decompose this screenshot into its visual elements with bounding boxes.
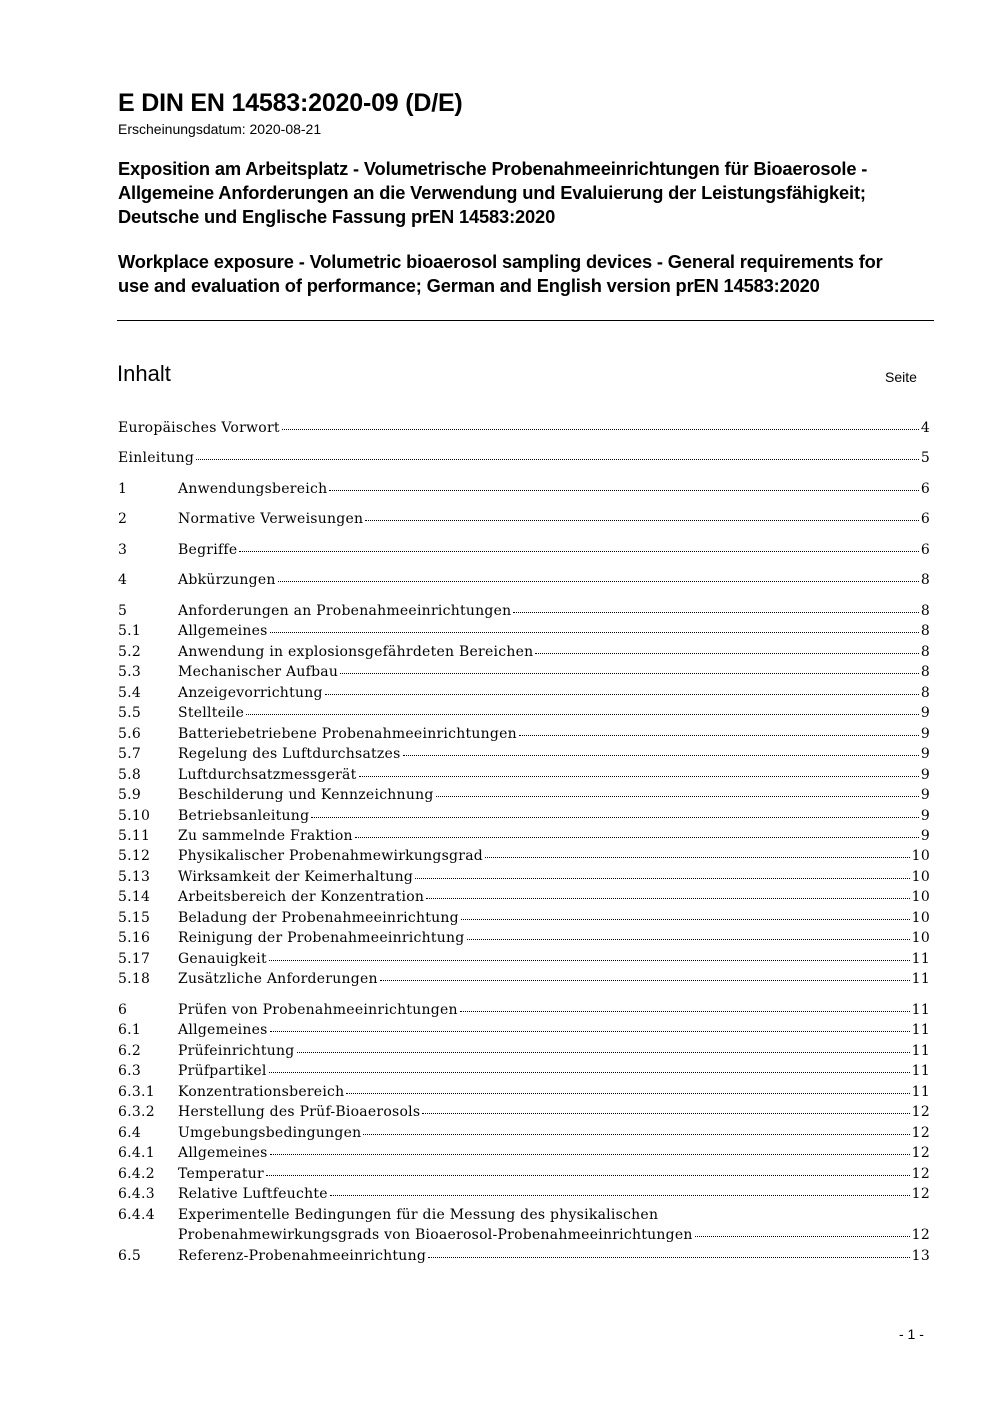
toc-entry-number: 2 xyxy=(118,511,128,527)
toc-dot-leader xyxy=(196,458,919,460)
toc-entry-page: 11 xyxy=(911,1043,930,1059)
toc-entry-number: 5.5 xyxy=(118,705,142,721)
toc-entry-title: Abkürzungen xyxy=(178,572,276,588)
toc-entry-title: Beladung der Probenahmeeinrichtung xyxy=(178,910,459,926)
toc-entry-title: Anforderungen an Probenahmeeinrichtungen xyxy=(178,603,512,619)
toc-dot-leader xyxy=(380,979,910,981)
toc-entry-number: 1 xyxy=(118,481,128,497)
toc-entry-page: 12 xyxy=(911,1145,930,1161)
toc-dot-leader xyxy=(266,1174,910,1176)
toc-entry[interactable] xyxy=(118,1041,930,1061)
toc-entry-number: 6.1 xyxy=(118,1022,142,1038)
toc-entry-title: Allgemeines xyxy=(178,623,268,639)
toc-entry-page: 12 xyxy=(911,1104,930,1120)
toc-dot-leader xyxy=(695,1235,910,1237)
toc-entry[interactable] xyxy=(118,867,930,887)
toc-entry-number: 5 xyxy=(118,603,128,619)
toc-entry-title: Begriffe xyxy=(178,542,238,558)
toc-entry-page: 9 xyxy=(920,787,930,803)
toc-entry-page: 11 xyxy=(911,1063,930,1079)
toc-entry[interactable] xyxy=(118,949,930,969)
toc-dot-leader xyxy=(428,1256,910,1258)
toc-entry[interactable] xyxy=(118,479,930,499)
toc-entry-page: 10 xyxy=(911,910,930,926)
toc-entry-number: 5.7 xyxy=(118,746,142,762)
toc-entry[interactable] xyxy=(118,887,930,907)
toc-entry-number: 4 xyxy=(118,572,128,588)
toc-entry-page: 9 xyxy=(920,808,930,824)
toc-entry[interactable] xyxy=(118,744,930,764)
toc-entry-title: Einleitung xyxy=(118,450,195,466)
toc-entry-page: 11 xyxy=(911,971,930,987)
toc-dot-leader xyxy=(325,693,919,695)
title-english: Workplace exposure - Volumetric bioaerosol sampling devices - General requirements for use and evaluation of performance; German and English version prEN 14583:2020 xyxy=(118,251,883,296)
toc-dot-leader xyxy=(355,836,919,838)
toc-entry-title: Stellteile xyxy=(178,705,245,721)
toc-entry-title: Prüfen von Probenahmeeinrichtungen xyxy=(178,1002,458,1018)
toc-entry[interactable] xyxy=(118,540,930,560)
toc-entry-number: 6.4 xyxy=(118,1125,142,1141)
toc-entry-number: 5.4 xyxy=(118,685,142,701)
toc-dot-leader xyxy=(415,877,910,879)
toc-entry-page: 10 xyxy=(911,848,930,864)
toc-entry-page: 11 xyxy=(911,1084,930,1100)
toc-dot-leader xyxy=(535,652,918,654)
toc-entry[interactable] xyxy=(118,1061,930,1081)
toc-dot-leader xyxy=(282,428,919,430)
toc-entry-number: 5.15 xyxy=(118,910,151,926)
toc-entry-page: 9 xyxy=(920,726,930,742)
toc-dot-leader xyxy=(467,938,910,940)
toc-dot-leader xyxy=(269,959,910,961)
toc-entry-number: 5.11 xyxy=(118,828,151,844)
toc-entry[interactable] xyxy=(118,969,930,989)
toc-entry-number: 5.9 xyxy=(118,787,142,803)
toc-entry-page: 9 xyxy=(920,828,930,844)
toc-entry-page: 6 xyxy=(920,542,930,558)
toc-entry-number: 6.4.1 xyxy=(118,1145,155,1161)
toc-entry-title: Referenz-Probenahmeeinrichtung xyxy=(178,1248,427,1264)
toc-entry-title: Relative Luftfeuchte xyxy=(178,1186,328,1202)
toc-entry-title: Betriebsanleitung xyxy=(178,808,310,824)
toc-entry-title: Zusätzliche Anforderungen xyxy=(178,971,378,987)
toc-entry-title: Temperatur xyxy=(178,1166,264,1182)
toc-entry[interactable] xyxy=(118,570,930,590)
document-id: E DIN EN 14583:2020-09 (D/E) xyxy=(118,89,463,117)
toc-entry[interactable] xyxy=(118,1102,930,1122)
toc-dot-leader xyxy=(365,519,919,521)
toc-entry-page: 11 xyxy=(911,1002,930,1018)
toc-dot-leader xyxy=(436,795,919,797)
toc-entry-title: Allgemeines xyxy=(178,1022,268,1038)
toc-entry-title: Herstellung des Prüf-Bioaerosols xyxy=(178,1104,421,1120)
toc-entry-title: Arbeitsbereich der Konzentration xyxy=(178,889,425,905)
toc-entry[interactable] xyxy=(118,1246,930,1266)
toc-entry-page: 11 xyxy=(911,951,930,967)
title-german: Exposition am Arbeitsplatz - Volumetrische Probenahmeeinrichtungen für Bioaerosole - Allgemeine Anforderungen an die Verwendung und Evaluierung der Leistungsfähigkeit; Deutsche und Englische Fassung prEN 14583:2020 xyxy=(118,158,868,227)
toc-entry[interactable] xyxy=(118,1143,930,1163)
toc-entry-number: 5.2 xyxy=(118,644,142,660)
toc-entry-number: 5.3 xyxy=(118,664,142,680)
toc-entry-page: 4 xyxy=(920,420,930,436)
toc-dot-leader xyxy=(246,713,919,715)
toc-dot-leader xyxy=(460,1010,910,1012)
toc-dot-leader xyxy=(270,1030,910,1032)
toc-entry-title: Regelung des Luftdurchsatzes xyxy=(178,746,401,762)
toc-entry-title: Anzeigevorrichtung xyxy=(178,685,323,701)
toc-entry-page: 9 xyxy=(920,746,930,762)
toc-entry[interactable] xyxy=(118,683,930,703)
toc-entry-page: 9 xyxy=(920,705,930,721)
toc-entry[interactable] xyxy=(118,509,930,529)
toc-entry-title: Wirksamkeit der Keimerhaltung xyxy=(178,869,414,885)
toc-entry[interactable] xyxy=(118,601,930,621)
toc-entry-number: 6.4.2 xyxy=(118,1166,155,1182)
toc-entry-number: 5.16 xyxy=(118,930,151,946)
toc-dot-leader xyxy=(270,631,919,633)
toc-entry-page: 12 xyxy=(911,1166,930,1182)
toc-dot-leader xyxy=(426,897,910,899)
toc-dot-leader xyxy=(239,550,918,552)
toc-entry[interactable] xyxy=(118,1123,930,1143)
toc-entry-page: 12 xyxy=(911,1227,930,1243)
toc-dot-leader xyxy=(461,918,910,920)
toc-entry-title: Konzentrationsbereich xyxy=(178,1084,345,1100)
toc-entry[interactable] xyxy=(118,846,930,866)
toc-entry[interactable] xyxy=(118,642,930,662)
toc-entry-number: 3 xyxy=(118,542,128,558)
toc-entry[interactable] xyxy=(118,724,930,744)
toc-dot-leader xyxy=(403,754,919,756)
toc-entry-number: 6.2 xyxy=(118,1043,142,1059)
title-divider xyxy=(117,320,934,321)
toc-entry[interactable] xyxy=(118,662,930,682)
toc-entry-continuation xyxy=(178,1225,930,1245)
toc-entry[interactable] xyxy=(118,448,930,468)
toc-entry-title: Experimentelle Bedingungen für die Messung des physikalischen xyxy=(178,1207,659,1223)
toc-entry-number: 5.6 xyxy=(118,726,142,742)
toc-entry-page: 8 xyxy=(920,572,930,588)
toc-entry-title: Reinigung der Probenahmeeinrichtung xyxy=(178,930,465,946)
toc-entry-number: 6.4.3 xyxy=(118,1186,155,1202)
toc-entry-title: Anwendung in explosionsgefährdeten Bereichen xyxy=(178,644,534,660)
toc-entry-title: Anwendungsbereich xyxy=(178,481,328,497)
toc-entry-page: 12 xyxy=(911,1125,930,1141)
toc-entry-page: 10 xyxy=(911,889,930,905)
toc-dot-leader xyxy=(297,1051,910,1053)
toc-entry[interactable] xyxy=(118,765,930,785)
toc-entry-number: 6.5 xyxy=(118,1248,142,1264)
toc-entry-number: 5.18 xyxy=(118,971,151,987)
toc-entry-number: 6 xyxy=(118,1002,128,1018)
toc-dot-leader xyxy=(422,1112,909,1114)
toc-entry[interactable] xyxy=(118,928,930,948)
toc-entry-title: Umgebungsbedingungen xyxy=(178,1125,362,1141)
toc-entry-title-continued: Probenahmewirkungsgrads von Bioaerosol-Probenahmeeinrichtungen xyxy=(178,1227,693,1243)
toc-entry-page: 8 xyxy=(920,623,930,639)
toc-entry-title: Luftdurchsatzmessgerät xyxy=(178,767,357,783)
toc-entry[interactable] xyxy=(118,908,930,928)
toc-entry-page: 8 xyxy=(920,603,930,619)
toc-dot-leader xyxy=(363,1133,909,1135)
toc-entry-number: 6.3 xyxy=(118,1063,142,1079)
toc-entry[interactable] xyxy=(118,1164,930,1184)
toc-dot-leader xyxy=(485,856,910,858)
toc-entry-page: 13 xyxy=(911,1248,930,1264)
toc-entry-title-block xyxy=(178,1205,930,1245)
toc-entry-title: Mechanischer Aufbau xyxy=(178,664,339,680)
toc-entry-title: Europäisches Vorwort xyxy=(118,420,280,436)
toc-dot-leader xyxy=(346,1092,909,1094)
toc-dot-leader xyxy=(270,1153,910,1155)
toc-entry-page: 12 xyxy=(911,1186,930,1202)
toc-dot-leader xyxy=(330,1194,910,1196)
toc-entry[interactable] xyxy=(118,1000,930,1020)
toc-entry-title: Zu sammelnde Fraktion xyxy=(178,828,353,844)
toc-entry[interactable] xyxy=(118,1082,930,1102)
toc-entry-page: 6 xyxy=(920,481,930,497)
toc-dot-leader xyxy=(329,489,918,491)
toc-entry[interactable] xyxy=(118,1205,930,1245)
toc-dot-leader xyxy=(269,1071,910,1073)
publication-date: Erscheinungsdatum: 2020-08-21 xyxy=(118,121,322,137)
toc-entry-number: 5.1 xyxy=(118,623,142,639)
toc-entry[interactable] xyxy=(118,826,930,846)
toc-entry-page: 8 xyxy=(920,644,930,660)
toc-entry[interactable] xyxy=(118,621,930,641)
toc-entry-number: 5.14 xyxy=(118,889,151,905)
toc-entry-number: 6.3.1 xyxy=(118,1084,155,1100)
toc-entry-title: Allgemeines xyxy=(178,1145,268,1161)
toc-dot-leader xyxy=(513,611,918,613)
toc-entry-number: 5.10 xyxy=(118,808,151,824)
toc-dot-leader xyxy=(519,734,919,736)
toc-entry-page: 8 xyxy=(920,685,930,701)
toc-dot-leader xyxy=(340,672,919,674)
toc-entry-title: Physikalischer Probenahmewirkungsgrad xyxy=(178,848,484,864)
toc-entry-title: Batteriebetriebene Probenahmeeinrichtungen xyxy=(178,726,517,742)
toc-entry-number: 6.3.2 xyxy=(118,1104,155,1120)
toc-entry[interactable] xyxy=(118,806,930,826)
toc-entry-title: Normative Verweisungen xyxy=(178,511,364,527)
toc-entry-title: Beschilderung und Kennzeichnung xyxy=(178,787,434,803)
toc-entry-page: 5 xyxy=(920,450,930,466)
toc-entry-page: 9 xyxy=(920,767,930,783)
toc-entry[interactable] xyxy=(118,418,930,438)
toc-dot-leader xyxy=(278,580,919,582)
toc-entry-page: 11 xyxy=(911,1022,930,1038)
toc-dot-leader xyxy=(311,816,919,818)
toc-entry[interactable] xyxy=(118,1184,930,1204)
toc-entry-page: 6 xyxy=(920,511,930,527)
toc-entry-number: 5.17 xyxy=(118,951,151,967)
toc-entry-number: 5.8 xyxy=(118,767,142,783)
toc-page-column-label: Seite xyxy=(885,369,917,385)
toc-entry-title: Prüfeinrichtung xyxy=(178,1043,295,1059)
toc-entry-page: 8 xyxy=(920,664,930,680)
toc-entry-page: 10 xyxy=(911,869,930,885)
toc-entry-title: Prüfpartikel xyxy=(178,1063,267,1079)
toc-entry-number: 6.4.4 xyxy=(118,1207,155,1223)
toc-entry-title: Genauigkeit xyxy=(178,951,267,967)
page-number: - 1 - xyxy=(899,1326,924,1342)
toc-dot-leader xyxy=(359,775,919,777)
toc-entry[interactable] xyxy=(118,703,930,723)
toc-entry[interactable] xyxy=(118,785,930,805)
toc-heading: Inhalt xyxy=(117,361,171,386)
toc-entry[interactable] xyxy=(118,1020,930,1040)
toc-entry-number: 5.12 xyxy=(118,848,151,864)
toc-entry-number: 5.13 xyxy=(118,869,151,885)
toc-entry-page: 10 xyxy=(911,930,930,946)
